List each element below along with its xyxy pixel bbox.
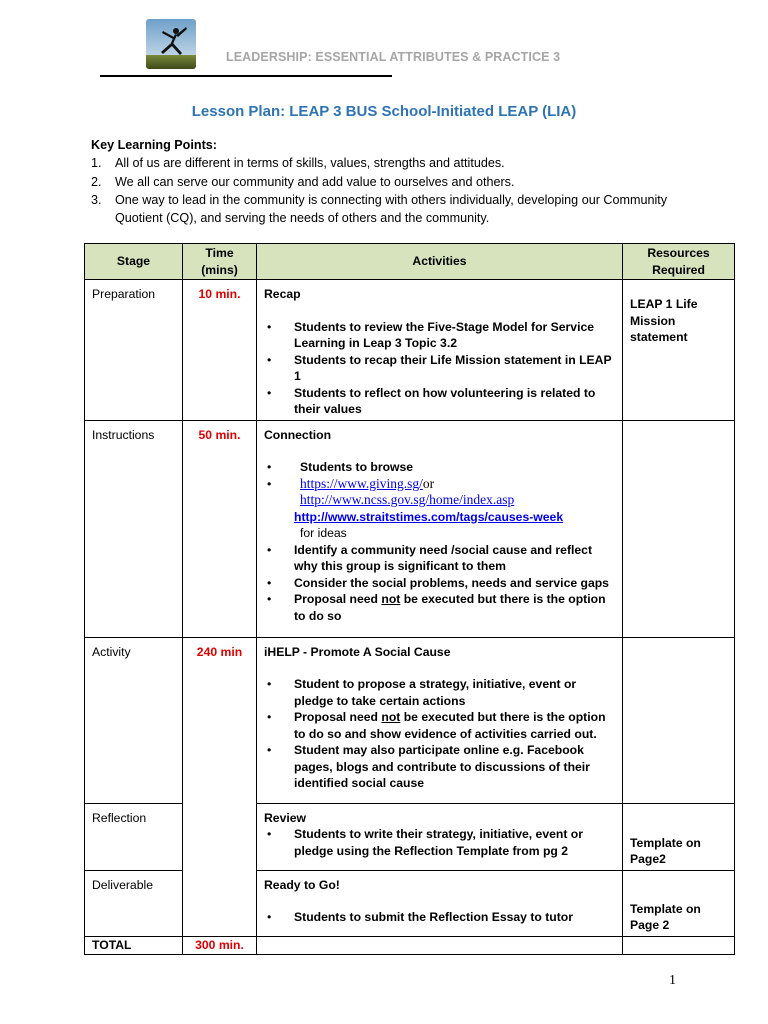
- key-point-number: 2.: [91, 174, 102, 189]
- proposal-not: not: [381, 592, 401, 606]
- straitstimes-link[interactable]: http://www.straitstimes.com/tags/causes-week: [294, 509, 564, 524]
- key-points-heading: Key Learning Points:: [91, 138, 217, 152]
- proposal-not: not: [381, 710, 401, 724]
- time-cell: [183, 803, 257, 870]
- list-item: • Consider the social problems, needs and service gaps: [264, 575, 615, 592]
- key-learning-points: [91, 136, 681, 227]
- activity-title: Recap: [264, 287, 301, 301]
- activity-bullets: [264, 909, 615, 926]
- logo: [146, 19, 196, 69]
- for-ideas-text: for ideas: [300, 526, 347, 540]
- key-point: [91, 173, 681, 191]
- activities-cell: [257, 280, 623, 421]
- list-item: • Students to write their strategy, initiative, event or pledge using the Reflection Template from pg 2: [264, 826, 615, 859]
- list-item: [264, 591, 615, 624]
- table-row-preparation: [85, 280, 735, 421]
- stage-cell: Reflection: [85, 803, 183, 870]
- table-row-reflection: [85, 803, 735, 870]
- page-number: 1: [669, 973, 676, 988]
- key-point: [91, 191, 681, 228]
- list-item: • Student to propose a strategy, initiative, event or pledge to take certain actions: [264, 676, 615, 709]
- activity-title: iHELP - Promote A Social Cause: [264, 644, 451, 659]
- stage-cell: Deliverable: [85, 870, 183, 936]
- table-header-row: [85, 244, 735, 280]
- stage-cell: TOTAL: [85, 936, 183, 954]
- proposal-pre: Proposal need: [294, 710, 382, 724]
- key-point: [91, 154, 681, 172]
- lesson-plan-table: [84, 243, 735, 955]
- activities-cell: [257, 936, 623, 954]
- activity-bullets: [264, 459, 615, 492]
- header-title: LEADERSHIP: ESSENTIAL ATTRIBUTES & PRACTICE 3: [226, 50, 561, 64]
- header-resources: Resources Required: [623, 244, 735, 280]
- list-item: • Identify a community need /social cause and reflect why this group is significant to them: [264, 542, 615, 575]
- stage-cell: Activity: [85, 637, 183, 803]
- list-item: [264, 459, 615, 476]
- activities-cell: [257, 637, 623, 803]
- giving-sg-link[interactable]: https://www.giving.sg/: [300, 475, 423, 491]
- activities-cell: [257, 420, 623, 637]
- resources-cell: [623, 280, 735, 421]
- link-line: [264, 492, 615, 509]
- activity-title: Review: [264, 810, 307, 825]
- table-row-deliverable: [85, 870, 735, 936]
- list-item: • Student may also participate online e.g. Facebook pages, blogs and contribute to discussions of their identified social cause: [264, 742, 615, 792]
- list-item: • Students to submit the Reflection Essay to tutor: [264, 909, 615, 926]
- resources-text: Template on Page 2: [630, 901, 701, 932]
- ncss-link[interactable]: http://www.ncss.gov.sg/home/index.asp: [300, 492, 515, 507]
- table-row-activity: [85, 637, 735, 803]
- activities-cell: [257, 870, 623, 936]
- time-cell: 10 min.: [183, 280, 257, 421]
- time-cell: 50 min.: [183, 420, 257, 637]
- time-cell: 300 min.: [183, 936, 257, 954]
- link-line: [264, 509, 615, 526]
- key-point-text: All of us are different in terms of skills, values, strengths and attitudes.: [115, 156, 505, 171]
- key-point-number: 1.: [91, 156, 102, 171]
- activity-bullets: [264, 676, 615, 792]
- activity-title: Connection: [264, 427, 332, 442]
- key-point-text: We all can serve our community and add value to ourselves and others.: [115, 174, 515, 189]
- resources-text: Template on Page2: [630, 835, 701, 866]
- document-title: Lesson Plan: LEAP 3 BUS School-Initiated LEAP (LIA): [191, 103, 577, 120]
- resources-cell: [623, 803, 735, 870]
- list-item: [264, 709, 615, 742]
- time-cell: [183, 870, 257, 936]
- stage-cell: Instructions: [85, 420, 183, 637]
- list-item: • Students to recap their Life Mission statement in LEAP 1: [264, 352, 615, 385]
- table-row-total: [85, 936, 735, 954]
- key-point-number: 3.: [91, 192, 102, 207]
- header-rule: [100, 75, 392, 77]
- resources-cell: [623, 637, 735, 803]
- header-activities: Activities: [257, 244, 623, 280]
- resources-cell: [623, 870, 735, 936]
- browse-text: Students to browse: [300, 460, 414, 474]
- proposal-pre: Proposal need: [294, 592, 382, 606]
- proposal-post: be executed but there is the option to do so and show evidence of activities carried out.: [294, 710, 606, 741]
- table-row-instructions: [85, 420, 735, 637]
- list-item: • Students to review the Five-Stage Model for Service Learning in Leap 3 Topic 3.2: [264, 319, 615, 352]
- resources-cell: [623, 420, 735, 637]
- header-stage: Stage: [85, 244, 183, 280]
- activity-bullets: [264, 826, 615, 859]
- resources-cell: [623, 936, 735, 954]
- jumping-person-icon: [146, 19, 196, 69]
- or-text: or: [422, 475, 435, 491]
- key-point-text: One way to lead in the community is connecting with others individually, developing our Community Quotient (CQ), and serving the needs of others and the community.: [115, 192, 668, 226]
- activity-title: Ready to Go!: [264, 877, 340, 892]
- header-time: Time (mins): [183, 244, 257, 280]
- activities-cell: [257, 803, 623, 870]
- time-cell: 240 min: [183, 637, 257, 803]
- list-item: [264, 476, 615, 493]
- activity-bullets: [264, 542, 615, 625]
- activity-bullets: [264, 319, 615, 418]
- list-item: • Students to reflect on how volunteering is related to their values: [264, 385, 615, 418]
- proposal-post: be executed but there is the option to do so: [294, 592, 606, 623]
- stage-cell: Preparation: [85, 280, 183, 421]
- resources-text: LEAP 1 Life Mission statement: [630, 297, 698, 344]
